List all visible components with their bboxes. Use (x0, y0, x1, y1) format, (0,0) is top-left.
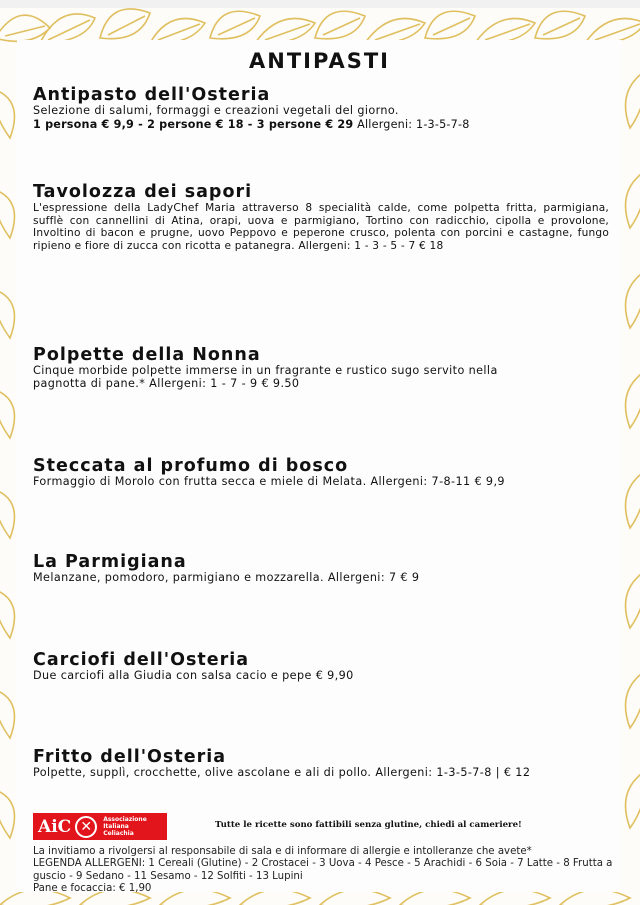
aic-logo-letters: AiC (38, 816, 72, 837)
item-name: Antipasto dell'Osteria (33, 85, 271, 105)
aic-logo-text: Associazione Italiana Celiachia (103, 816, 147, 837)
aic-logo (33, 813, 167, 840)
item-name: La Parmigiana (33, 552, 187, 572)
item-description: Melanzane, pomodoro, parmigiano e mozzarella. Allergeni: 7 € 9 (33, 571, 420, 584)
footer-allergy-notice: La invitiamo a rivolgersi al responsabile di sala e di informare di allergie e intolleranze che avete* (33, 846, 532, 857)
menu-item-fritto (33, 747, 609, 780)
footer-allergen-legend: LEGENDA ALLERGENI: 1 Cereali (Glutine) - 2 Crostacei - 3 Uova - 4 Pesce - 5 Arachidi - 6 Soia - 7 Latte - 8 Frutta a guscio - 9 Sedano - 11 Sesamo - 12 Solfiti - 13 Lupini (33, 858, 613, 882)
menu-item-carciofi (33, 650, 609, 683)
item-description: Selezione di salumi, formaggi e creazioni vegetali del giorno. (33, 104, 399, 117)
footer-bread-price: Pane e focaccia: € 1,90 (33, 882, 152, 894)
item-prices: 1 persona € 9,9 - 2 persone € 18 - 3 persone € 29 (33, 117, 354, 131)
item-price-line (33, 118, 609, 131)
menu-item-polpette-nonna (33, 345, 609, 390)
gluten-free-crossed-icon: ✕ (75, 816, 97, 838)
menu-item-steccata (33, 456, 609, 489)
gluten-free-note: Tutte le ricette sono fattibili senza glutine, chiedi al cameriere! (215, 820, 522, 830)
item-name: Steccata al profumo di bosco (33, 456, 349, 476)
menu-content-panel (17, 40, 622, 892)
item-name: Tavolozza dei sapori (33, 182, 253, 202)
menu-item-antipasto-osteria (33, 85, 609, 131)
menu-page (0, 8, 640, 905)
section-title: ANTIPASTI (249, 49, 390, 73)
item-name: Fritto dell'Osteria (33, 747, 227, 767)
item-description: Cinque morbide polpette immerse in un fragrante e rustico sugo servito nella pagnotta di pane.* Allergeni: 1 - 7 - 9 € 9.50 (33, 364, 498, 390)
item-name: Carciofi dell'Osteria (33, 650, 250, 670)
item-description: Formaggio di Morolo con frutta secca e miele di Melata. Allergeni: 7-8-11 € 9,9 (33, 475, 505, 488)
item-description: Due carciofi alla Giudia con salsa cacio e pepe € 9,90 (33, 669, 354, 682)
item-description: Polpette, supplì, crocchette, olive ascolane e ali di pollo. Allergeni: 1-3-5-7-8 | € 12 (33, 766, 531, 779)
item-allergens: Allergeni: 1-3-5-7-8 (357, 117, 470, 131)
allergen-footer (33, 846, 623, 895)
menu-item-tavolozza (33, 182, 609, 252)
menu-item-parmigiana (33, 552, 609, 585)
item-description: L'espressione della LadyChef Maria attraverso 8 specialità calde, come polpetta fritta, parmigiana, sufflè con cannellini di Atina, orapi, uova e parmigiano, Tortino con radicchio, cipolla e provolone, Involtino di bacon e prugne, uovo Peppovo e peperone crusco, polenta con porcini e castagne, fungo ripieno e fiore di zucca con ricotta e patanegra. Allergeni: 1 - 3 - 5 - 7 € 18 (33, 202, 609, 252)
item-name: Polpette della Nonna (33, 345, 261, 365)
